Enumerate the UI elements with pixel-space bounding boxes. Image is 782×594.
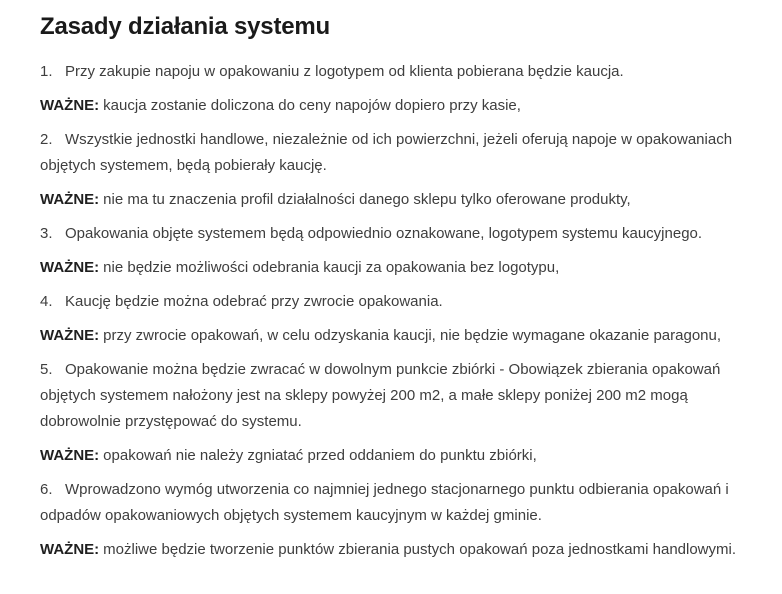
important-text: nie ma tu znaczenia profil działalności danego sklepu tylko oferowane produkty, — [103, 191, 631, 208]
important-text: przy zwrocie opakowań, w celu odzyskania kaucji, nie będzie wymagane okazanie paragonu, — [103, 327, 722, 344]
important-text: opakowań nie należy zgniatać przed oddaniem do punktu zbiórki, — [103, 447, 537, 464]
important-note-2 — [40, 187, 742, 213]
numbered-item-5 — [40, 357, 742, 435]
important-note-3 — [40, 255, 742, 281]
important-label: WAŻNE: — [40, 541, 100, 558]
item-number: 5. — [40, 361, 53, 378]
important-label: WAŻNE: — [40, 259, 100, 276]
important-note-6 — [40, 537, 742, 563]
important-label: WAŻNE: — [40, 191, 100, 208]
item-text: Wprowadzono wymóg utworzenia co najmniej jednego stacjonarnego punktu odbierania opakowań i odpadów opakowaniowych objętych systemem kaucyjnym w każdej gminie. — [40, 481, 729, 524]
important-label: WAŻNE: — [40, 327, 100, 344]
important-text: kaucja zostanie doliczona do ceny napojów dopiero przy kasie, — [103, 97, 521, 114]
item-text: Opakowanie można będzie zwracać w dowolnym punkcie zbiórki - Obowiązek zbierania opakowań objętych systemem nałożony jest na sklepy powyżej 200 m2, a małe sklepy poniżej 200 m2 mogą dobrowolnie przystępować do systemu. — [40, 361, 721, 430]
important-note-5 — [40, 443, 742, 469]
item-number: 6. — [40, 481, 53, 498]
important-label: WAŻNE: — [40, 447, 100, 464]
important-text: możliwe będzie tworzenie punktów zbierania pustych opakowań poza jednostkami handlowymi. — [103, 541, 737, 558]
item-number: 3. — [40, 225, 53, 242]
numbered-item-3 — [40, 221, 742, 247]
numbered-item-2 — [40, 127, 742, 179]
numbered-item-1 — [40, 59, 742, 85]
important-text: nie będzie możliwości odebrania kaucji za opakowania bez logotypu, — [103, 259, 560, 276]
item-text: Kaucję będzie można odebrać przy zwrocie opakowania. — [65, 293, 443, 310]
item-number: 4. — [40, 293, 53, 310]
numbered-item-4 — [40, 289, 742, 315]
page-title: Zasady działania systemu — [40, 13, 330, 40]
important-note-4 — [40, 323, 742, 349]
item-text: Wszystkie jednostki handlowe, niezależnie od ich powierzchni, jeżeli oferują napoje w opakowaniach objętych systemem, będą pobierały kaucję. — [40, 131, 733, 174]
important-note-1 — [40, 93, 742, 119]
important-label: WAŻNE: — [40, 97, 100, 114]
item-text: Opakowania objęte systemem będą odpowiednio oznakowane, logotypem systemu kaucyjnego. — [65, 225, 703, 242]
item-text: Przy zakupie napoju w opakowaniu z logotypem od klienta pobierana będzie kaucja. — [65, 63, 624, 80]
item-number: 1. — [40, 63, 53, 80]
numbered-item-6 — [40, 477, 742, 529]
item-number: 2. — [40, 131, 53, 148]
document-body — [40, 12, 742, 563]
